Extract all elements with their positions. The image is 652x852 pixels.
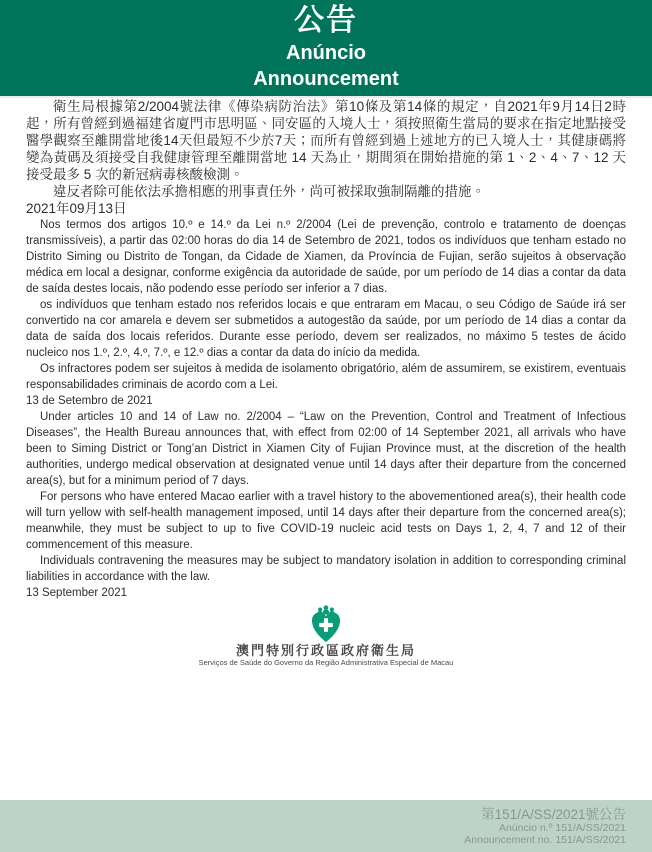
banner-title-en: Announcement — [253, 68, 399, 90]
footer-ref-zh: 第151/A/SS/2021號公告 — [481, 807, 626, 822]
health-bureau-heart-cross-people-logo-icon — [307, 605, 345, 643]
paragraph-pt-3: Os infractores podem ser sujeitos à medida de isolamento obrigatório, além de assumirem, se existirem, eventuais responsabilidades criminais de acordo com a Lei. — [26, 363, 626, 391]
paragraph-pt-2: os indivíduos que tenham estado nos referidos locais e que entraram em Macau, o seu Código de Saúde irá ser convertido na cor amarela e devem ser submetidos a autogestão da saúde, por um período de 14 dias a contar da data de saída dos locais referidos. Durante esse período, devem ser realizados, no máximo 5 testes de ácido nucleico nos 1.º, 2.º, 4.º, 7.º, e 12.º dias a contar da data do início da medida. — [26, 299, 626, 359]
paragraph-zh-2: 違反者除可能依法承擔相應的刑事責任外，尚可被採取強制隔離的措施。 — [53, 184, 485, 199]
date-zh: 2021年09月13日 — [26, 201, 127, 216]
footer-ref-en: Announcement no. 151/A/SS/2021 — [464, 833, 626, 846]
paragraph-en-2: For persons who have entered Macao earlier with a travel history to the abovementioned area(s), their health code will turn yellow with self-health management imposed, until 14 days after their departure from the concerned area(s); meanwhile, they must be subject to up to five COVID-19 nucleic acid tests on Days 1, 2, 4, 7 and 12 of their commencement of this measure. — [26, 491, 626, 551]
footer-ref-pt: Anúncio n.º 151/A/SS/2021 — [498, 822, 626, 834]
org-name-zh: 澳門特別行政區政府衛生局 — [235, 643, 416, 658]
paragraph-zh-1: 衛生局根據第2/2004號法律《傳染病防治法》第10條及第14條的規定，自2021年9月14日2時起，所有曾經到過福建省廈門市思明區、同安區的入境人士，須按照衛生當局的要求在指定地點接受醫學觀察至離開當地後14天但最短不少於7天；而所有曾經到過上述地方的已入境人士，其健康碼將變為黃碼及須接受自我健康管理至離開當地 14 天為止，期間須在開始措施的第 1、2、4、7、12 天接受最多 5 次的新冠病毒核酸檢測。 — [26, 99, 626, 182]
banner-title-zh: 公告 — [294, 4, 358, 37]
org-signature-block — [26, 605, 626, 667]
date-pt: 13 de Setembro de 2021 — [26, 395, 153, 407]
banner-title-pt: Anúncio — [286, 42, 366, 64]
org-name-pt: Serviços de Saúde do Governo da Região Administrativa Especial de Macau — [198, 658, 454, 667]
announcement-banner — [0, 0, 652, 98]
footer-reference-band — [0, 800, 652, 852]
announcement-content — [0, 98, 652, 667]
paragraph-pt-1: Nos termos dos artigos 10.º e 14.º da Lei n.º 2/2004 (Lei de prevenção, controlo e tratamento de doenças transmissíveis), a partir das 02:00 horas do dia 14 de Setembro de 2021, todos os indivíduos que tenham estado no Distrito Siming ou Distrito de Tongan, da Cidade de Xiamen, da Província de Fujian, serão sujeitos à observação médica em local a designar, conforme exigência da autoridade de saúde, por um período de 14 dias a contar da data de saída destes locais, não podendo esse período ser inferior a 7 dias. — [26, 219, 626, 295]
date-en: 13 September 2021 — [26, 587, 128, 599]
paragraph-en-3: Individuals contravening the measures may be subject to mandatory isolation in addition to corresponding criminal liabilities in accordance with the law. — [26, 555, 626, 583]
paragraph-en-1: Under articles 10 and 14 of Law no. 2/2004 – “Law on the Prevention, Control and Treatment of Infectious Diseases”, the Health Bureau announces that, with effect from 02:00 of 14 September 2021, all arrivals who have been to Siming District or Tong’an District in Xiamen City of Fujian Province must, at the discretion of the health authorities, undergo medical observation at designated venue until 14 days after their departure from the concerned area(s), but for a minimum period of 7 days. — [26, 411, 626, 487]
